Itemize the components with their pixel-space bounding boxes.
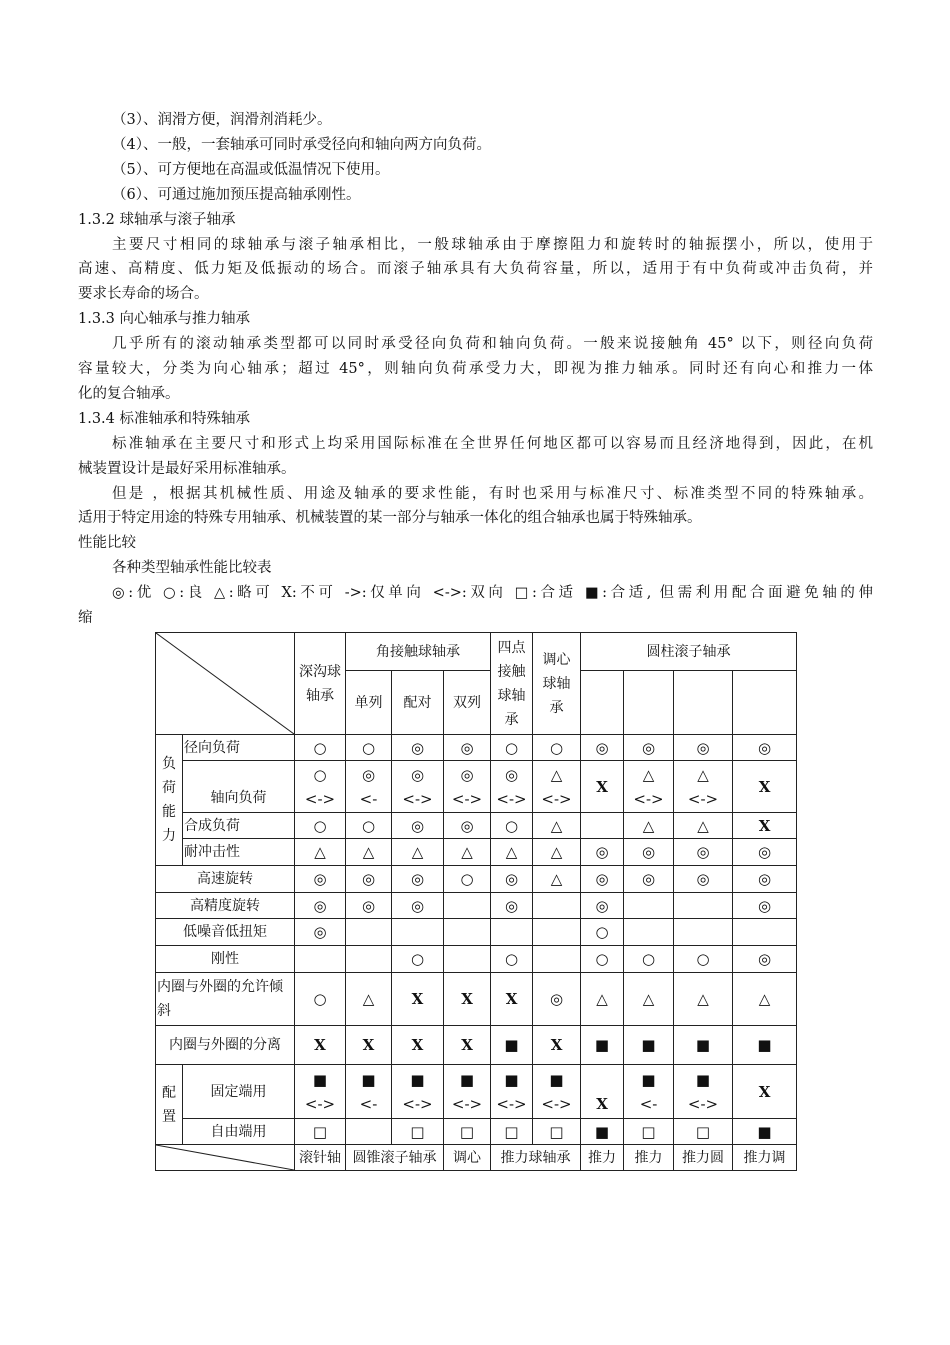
rating-cell: X (392, 973, 444, 1026)
rating-cell: □ (624, 1119, 674, 1145)
rating-cell: ○ (533, 735, 581, 761)
rating-cell: ○ (624, 946, 674, 973)
rating-cell (533, 946, 581, 973)
rating-cell: X (346, 1026, 392, 1065)
rating-cell: X (392, 1026, 444, 1065)
text-line: 要求长寿命的场合。 (78, 286, 209, 303)
row-label: 高精度旋转 (156, 893, 295, 919)
text-line: ◎:优 ○:良 △:略可 X:不可 ->:仅单向 <->:双向 □:合适 ■:合适, 但需利用配合面避免轴的伸 (112, 585, 873, 602)
rating-cell (674, 893, 733, 919)
rating-cell (624, 893, 674, 919)
rating-cell: ■ (733, 1119, 797, 1145)
rating-cell: X (581, 1065, 624, 1119)
rating-cell: ◎ (392, 813, 444, 839)
header-empty (624, 671, 674, 735)
rating-cell: X (733, 813, 797, 839)
rating-cell (444, 946, 491, 973)
footer-label: 推力 (581, 1145, 624, 1171)
row-label: 径向负荷 (183, 735, 295, 761)
rating-cell (295, 946, 346, 973)
text-line: 但是 ，根据其机械性质、用途及轴承的要求性能，有时也采用与标准尺寸、标准类型不同的特殊轴承。 (112, 485, 873, 502)
rating-cell (491, 919, 533, 946)
footer-label: 调心 (444, 1145, 491, 1171)
rating-cell: ◎ (295, 893, 346, 919)
rating-cell (674, 919, 733, 946)
rating-cell: ○ (392, 946, 444, 973)
row-label: 轴向负荷 (183, 761, 295, 813)
rating-cell: ◎ (295, 919, 346, 946)
rating-cell (444, 919, 491, 946)
rating-cell (624, 919, 674, 946)
rating-cell: ◎ (581, 735, 624, 761)
rating-cell: △ (533, 813, 581, 839)
rating-cell: ◎ <-> (491, 761, 533, 813)
header-empty (674, 671, 733, 735)
rating-cell (533, 919, 581, 946)
rating-cell: ◎ <- (346, 761, 392, 813)
rating-cell: ■ <-> (444, 1065, 491, 1119)
diagonal-line (156, 633, 294, 734)
rating-cell: ◎ <-> (444, 761, 491, 813)
header-empty (733, 671, 797, 735)
footer-label: 推力 (624, 1145, 674, 1171)
rating-cell: ○ (491, 735, 533, 761)
rating-cell: ◎ (392, 866, 444, 893)
row-label: 自由端用 (183, 1119, 295, 1145)
rating-cell: △ (533, 866, 581, 893)
rating-cell: ■ (674, 1026, 733, 1065)
text-line: 高速、高精度、低力矩及低振动的场合。而滚子轴承具有大负荷容量，所以，适用于有中负荷或冲击负荷，并 (78, 261, 873, 278)
text-line: 缩 (78, 610, 93, 626)
rating-cell: ■ (491, 1026, 533, 1065)
rating-cell: ◎ (674, 839, 733, 866)
rating-cell: △ <-> (533, 761, 581, 813)
rating-cell: □ (444, 1119, 491, 1145)
rating-cell: ○ (295, 813, 346, 839)
rating-cell: ○ (346, 813, 392, 839)
text-line: （3）、润滑方便，润滑剂消耗少。 (112, 112, 332, 128)
rating-cell: ○ (491, 813, 533, 839)
table-row (156, 839, 797, 866)
rating-cell: □ (295, 1119, 346, 1145)
rating-cell: X (491, 973, 533, 1026)
table-row (156, 946, 797, 973)
rating-cell: ○ (295, 735, 346, 761)
rating-cell: ■ (624, 1026, 674, 1065)
rating-cell: ◎ (733, 866, 797, 893)
header-empty (581, 671, 624, 735)
rating-cell: X (733, 761, 797, 813)
rating-cell (444, 893, 491, 919)
rating-cell: △ (674, 973, 733, 1026)
rating-cell: ○ (444, 866, 491, 893)
text-line: 主要尺寸相同的球轴承与滚子轴承相比，一般球轴承由于摩擦阻力和旋转时的轴振摆小，所以，使用于 (112, 236, 873, 253)
rating-cell: X (295, 1026, 346, 1065)
diagonal-line (156, 1145, 294, 1170)
rating-cell: △ (491, 839, 533, 866)
rating-cell: ○ (491, 946, 533, 973)
rating-cell: △ (581, 973, 624, 1026)
rating-cell: X (733, 1065, 797, 1119)
table-row (156, 1065, 797, 1119)
rating-cell: ◎ (444, 735, 491, 761)
rating-cell: △ (392, 839, 444, 866)
rating-cell: ■ (581, 1119, 624, 1145)
table-row (156, 1119, 797, 1145)
rating-cell: X (533, 1026, 581, 1065)
table-row (156, 761, 797, 813)
text-line: 1.3.4 标准轴承和特殊轴承 (78, 410, 251, 427)
group-configuration: 配 置 (156, 1065, 183, 1145)
rating-cell: ◎ (581, 893, 624, 919)
rating-cell: △ (674, 813, 733, 839)
rating-cell: ◎ (624, 735, 674, 761)
rating-cell: ◎ (392, 893, 444, 919)
header-deep-groove: 深沟球 轴承 (295, 633, 346, 735)
footer-label: 圆锥滚子轴承 (346, 1145, 444, 1171)
rating-cell: ◎ (733, 839, 797, 866)
text-line: （4）、一般，一套轴承可同时承受径向和轴向两方向负荷。 (112, 136, 491, 153)
rating-cell: ○ (674, 946, 733, 973)
footer-label: 推力调 (733, 1145, 797, 1171)
rating-cell: X (444, 1026, 491, 1065)
rating-cell: △ (444, 839, 491, 866)
rating-cell: △ (346, 839, 392, 866)
rating-cell: △ <-> (674, 761, 733, 813)
rating-cell: △ (295, 839, 346, 866)
row-label: 刚性 (156, 946, 295, 973)
rating-cell (581, 813, 624, 839)
rating-cell (346, 946, 392, 973)
rating-cell: ■ <- (346, 1065, 392, 1119)
rating-cell: ■ (733, 1026, 797, 1065)
rating-cell: ◎ (733, 893, 797, 919)
rating-cell: ◎ (674, 735, 733, 761)
rating-cell: ◎ (581, 839, 624, 866)
rating-cell: ◎ (346, 866, 392, 893)
rating-cell: ◎ (491, 866, 533, 893)
text-line: 械装置设计是最好采用标准轴承。 (78, 460, 296, 477)
rating-cell: △ (733, 973, 797, 1026)
header-four-point: 四点 接触 球轴 承 (491, 633, 533, 735)
header-sub: 配对 (392, 671, 444, 735)
rating-cell: ◎ (581, 866, 624, 893)
rating-cell: ◎ (624, 839, 674, 866)
header-cylindrical: 圆柱滚子轴承 (581, 633, 797, 671)
rating-cell: △ (624, 973, 674, 1026)
rating-cell: △ (346, 973, 392, 1026)
rating-cell: ■ (581, 1026, 624, 1065)
header-corner (156, 633, 295, 735)
row-label: 固定端用 (183, 1065, 295, 1119)
rating-cell: ◎ (533, 973, 581, 1026)
rating-cell: △ (533, 839, 581, 866)
text-line: （6）、可通过施加预压提高轴承刚性。 (112, 186, 361, 203)
rating-cell: ○ (346, 735, 392, 761)
footer-label: 滚针轴 (295, 1145, 346, 1171)
rating-cell: □ (674, 1119, 733, 1145)
text-line: 适用于特定用途的特殊专用轴承、机械装置的某一部分与轴承一体化的组合轴承也属于特殊轴承。 (78, 510, 702, 527)
footer-corner (156, 1145, 295, 1171)
header-sub: 双列 (444, 671, 491, 735)
rating-cell (392, 919, 444, 946)
rating-cell: ◎ (624, 866, 674, 893)
rating-cell: □ (491, 1119, 533, 1145)
bearing-comparison-table (155, 632, 797, 1171)
rating-cell: ◎ (392, 735, 444, 761)
rating-cell (533, 893, 581, 919)
table-row (156, 866, 797, 893)
rating-cell: □ (533, 1119, 581, 1145)
table-row (156, 919, 797, 946)
header-angular-contact: 角接触球轴承 (346, 633, 491, 671)
rating-cell: ◎ <-> (392, 761, 444, 813)
table-row (156, 813, 797, 839)
rating-cell (346, 919, 392, 946)
rating-cell: ■ <-> (295, 1065, 346, 1119)
rating-cell: ○ (295, 973, 346, 1026)
table-row (156, 735, 797, 761)
text-line: 性能比较 (78, 535, 136, 552)
rating-cell: △ (624, 813, 674, 839)
table-row (156, 973, 797, 1026)
footer-label: 推力球轴承 (491, 1145, 581, 1171)
rating-cell: ■ <-> (674, 1065, 733, 1119)
header-self-aligning: 调心 球轴 承 (533, 633, 581, 735)
footer-label: 推力圆 (674, 1145, 733, 1171)
rating-cell: ◎ (733, 946, 797, 973)
rating-cell: ◎ (444, 813, 491, 839)
rating-cell (733, 919, 797, 946)
text-line: 化的复合轴承。 (78, 385, 180, 402)
text-line: 容量较大，分类为向心轴承；超过 45°，则轴向负荷承受力大，即视为推力轴承。同时还有向心和推力一体 (78, 361, 873, 377)
text-line: 几乎所有的滚动轴承类型都可以同时承受径向负荷和轴向负荷。一般来说接触角 45° 以下，则径向负荷 (112, 336, 873, 353)
row-label: 高速旋转 (156, 866, 295, 893)
row-label: 低噪音低扭矩 (156, 919, 295, 946)
rating-cell: △ <-> (624, 761, 674, 813)
text-line: 标准轴承在主要尺寸和形式上均采用国际标准在全世界任何地区都可以容易而且经济地得到，因此，在机 (112, 435, 873, 452)
rating-cell: ◎ (733, 735, 797, 761)
rating-cell: ○ (581, 919, 624, 946)
rating-cell: X (444, 973, 491, 1026)
rating-cell: ◎ (491, 893, 533, 919)
row-label: 内圈与外圈的允许倾斜 (156, 973, 295, 1026)
rating-cell: ◎ (346, 893, 392, 919)
text-line: 各种类型轴承性能比较表 (112, 560, 272, 577)
text-line: 1.3.3 向心轴承与推力轴承 (78, 311, 251, 328)
row-label: 耐冲击性 (183, 839, 295, 866)
row-label: 内圈与外圈的分离 (156, 1026, 295, 1065)
rating-cell: ■ <-> (533, 1065, 581, 1119)
rating-cell: ○ (581, 946, 624, 973)
header-sub: 单列 (346, 671, 392, 735)
rating-cell: X (581, 761, 624, 813)
table-row (156, 633, 797, 671)
group-load-capacity: 负 荷 能 力 (156, 735, 183, 866)
table-row (156, 893, 797, 919)
rating-cell: □ (392, 1119, 444, 1145)
table-row (156, 1145, 797, 1171)
rating-cell: ◎ (295, 866, 346, 893)
rating-cell: ■ <- (624, 1065, 674, 1119)
table-row (156, 1026, 797, 1065)
text-line: 1.3.2 球轴承与滚子轴承 (78, 211, 236, 228)
text-line: （5）、可方便地在高温或低温情况下使用。 (112, 161, 390, 178)
rating-cell: ■ <-> (491, 1065, 533, 1119)
rating-cell (346, 1119, 392, 1145)
rating-cell: ◎ (674, 866, 733, 893)
rating-cell: ○ <-> (295, 761, 346, 813)
row-label: 合成负荷 (183, 813, 295, 839)
rating-cell: ■ <-> (392, 1065, 444, 1119)
